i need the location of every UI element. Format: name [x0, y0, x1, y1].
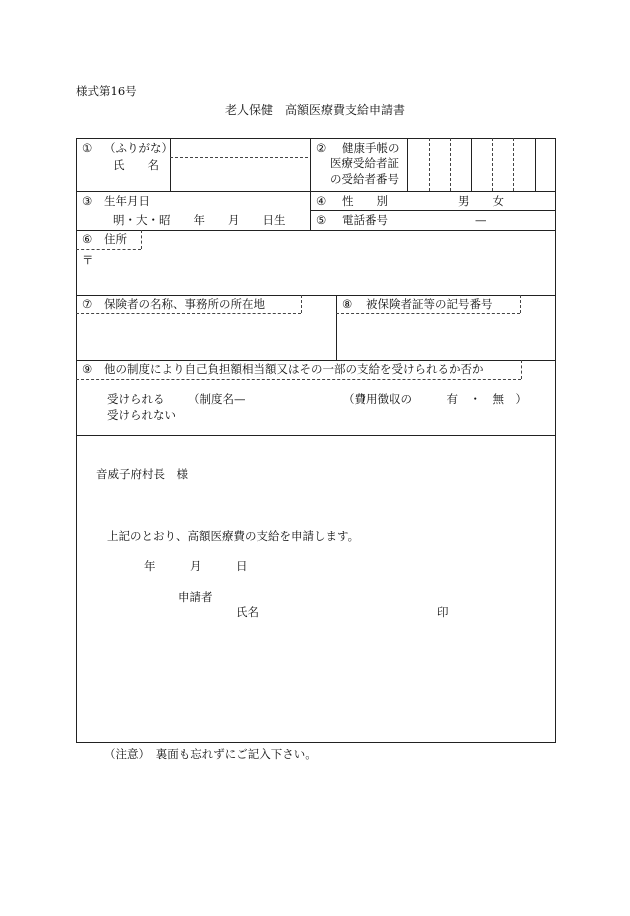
digit-box-divider — [429, 138, 430, 191]
furigana-label: （ふりがな） — [104, 141, 173, 155]
col-divider — [336, 295, 337, 360]
item-number: ⑤ — [316, 213, 327, 227]
phone-separator: — — [475, 213, 487, 227]
col-divider — [535, 138, 536, 191]
item-number: ④ — [316, 194, 327, 208]
applicant-label: 申請者 — [178, 590, 213, 604]
cert-label: 医療受給者証 — [330, 156, 399, 170]
item-number: ⑨ — [82, 362, 93, 376]
row-divider — [76, 230, 556, 231]
col-divider — [407, 138, 408, 191]
name-label: 氏 名 — [113, 158, 159, 172]
cert-label: 健康手帳の — [342, 141, 400, 155]
form-title: 老人保健 高額医療費支給申請書 — [225, 103, 406, 117]
addressee: 音威子府村長 様 — [96, 467, 188, 481]
insured-label-box — [336, 313, 520, 314]
question-label: 他の制度により自己負担額相当額又はその一部の支給を受けられるか否か — [104, 362, 484, 376]
row-divider — [76, 191, 556, 192]
question-label-box — [521, 360, 522, 379]
insurer-label-box — [301, 295, 302, 313]
item-number: ⑧ — [342, 297, 353, 311]
row-divider — [76, 295, 556, 296]
question-label-box — [76, 379, 521, 380]
form-table — [76, 138, 556, 743]
item-number: ② — [316, 141, 327, 155]
item-number: ① — [82, 141, 93, 155]
col-divider — [310, 138, 311, 230]
item-number: ③ — [82, 194, 93, 208]
col-divider — [471, 138, 472, 191]
furigana-guide — [170, 157, 308, 158]
sex-options: 男 女 — [458, 194, 504, 208]
birth-value: 明・大・昭 年 月 日生 — [113, 213, 286, 227]
insured-label-box — [520, 295, 521, 313]
birth-label: 生年月日 — [104, 194, 150, 208]
address-label: 住所 — [104, 232, 127, 246]
system-name: （制度名— ） — [188, 392, 372, 406]
digit-box-divider — [450, 138, 451, 191]
form-number: 様式第16号 — [76, 84, 137, 98]
footer-note: （注意） 裏面も忘れずにご記入下さい。 — [104, 747, 317, 761]
address-label-box — [141, 230, 142, 249]
date-line: 年 月 日 — [144, 559, 248, 573]
option-yes: 受けられる — [107, 392, 165, 406]
statement: 上記のとおり、高額医療費の支給を申請します。 — [107, 529, 360, 543]
row-divider — [76, 360, 556, 361]
insurer-label: 保険者の名称、事務所の所在地 — [104, 297, 265, 311]
insurer-label-box — [76, 313, 301, 314]
postal-mark: 〒 — [82, 253, 94, 267]
item-number: ⑥ — [82, 232, 93, 246]
applicant-name-label: 氏名 — [236, 605, 259, 619]
phone-label: 電話番号 — [342, 213, 388, 227]
sex-label: 性 別 — [342, 194, 388, 208]
seal-mark: 印 — [437, 605, 449, 619]
item-number: ⑦ — [82, 297, 93, 311]
digit-box-divider — [492, 138, 493, 191]
row-divider — [310, 210, 556, 211]
digit-box-divider — [513, 138, 514, 191]
address-label-box — [76, 249, 141, 250]
cert-label: の受給者番号 — [330, 172, 399, 186]
option-no: 受けられない — [107, 408, 176, 422]
row-divider — [76, 435, 556, 436]
cost-collection: （費用徴収の 有 ・ 無 ） — [343, 392, 527, 406]
insured-label: 被保険者証等の記号番号 — [366, 297, 493, 311]
